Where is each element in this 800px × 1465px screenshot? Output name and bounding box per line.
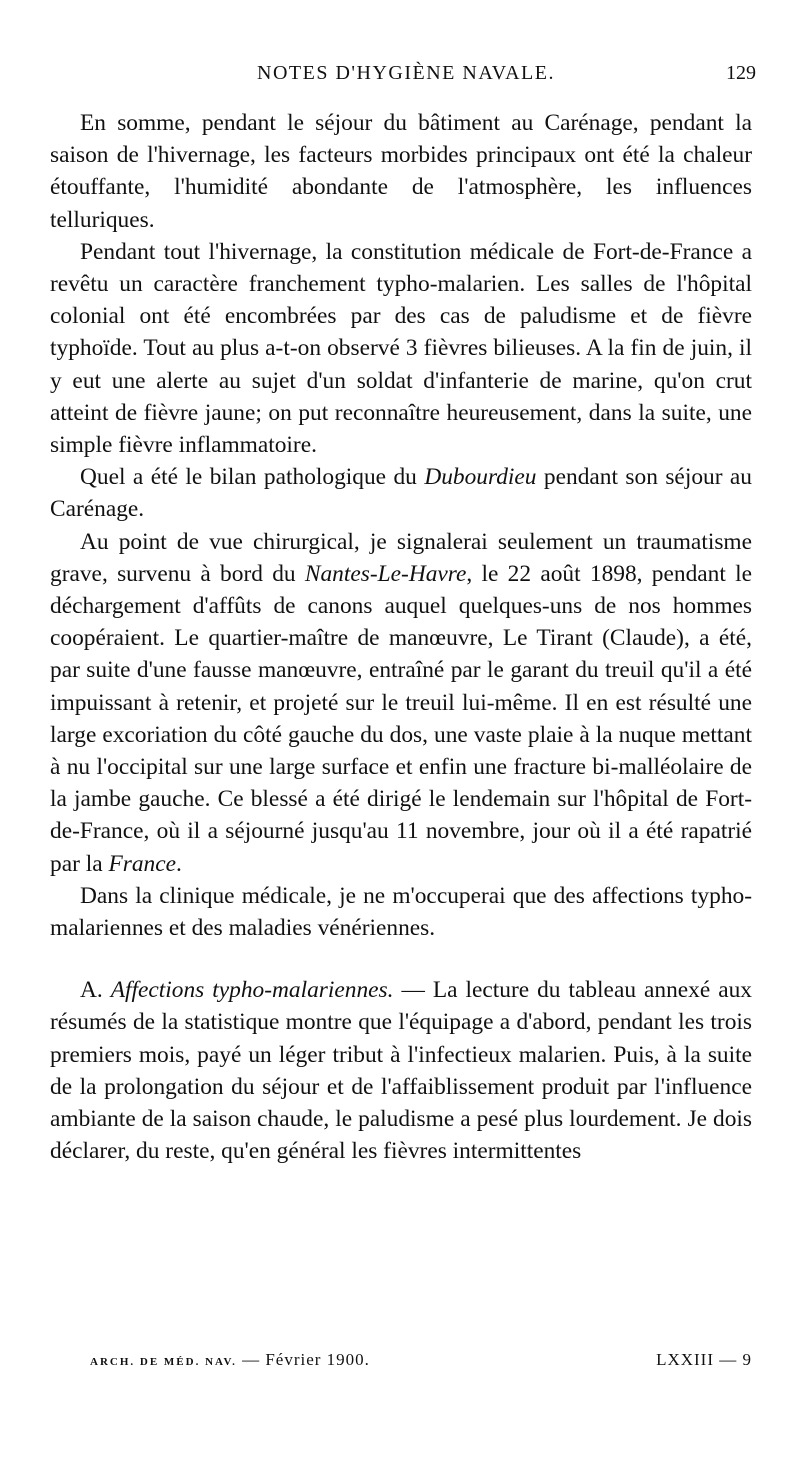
section-text: — La lecture du tableau annexé aux résumés de la statistique montre que l'équipage a d'abord, pendant les trois premiers mois, payé un léger tribut à l'infectieux malarien. Puis, à la suite de la prolongation du séjour et de l'affaiblissement produit par l'influence ambiante de la saison chaude, le paludisme a pesé plus lourdement. Je dois déclarer, du reste, qu'en général les fièvres intermittentes xyxy=(50,977,752,1165)
footer-signature xyxy=(656,1350,752,1370)
ship-name-france: France xyxy=(108,850,176,877)
ship-name-nantes-le-havre: Nantes-Le-Havre xyxy=(304,560,467,587)
journal-name: ARCH. DE MÉD. NAV. xyxy=(90,1356,237,1368)
paragraph-1: En somme, pendant le séjour du bâtiment au Carénage, pendant la saison de l'hivernage, les facteurs morbides principaux ont été la chaleur étouffante, l'humidité abondante de l'atmosphère, les influences telluriques. xyxy=(50,110,752,233)
paragraph-2: Pendant tout l'hivernage, la constitution médicale de Fort-de-France a revêtu un caractère franchement typho-malarien. Les salles de l'hôpital colonial ont été encombrées par des cas de paludisme et de fièvre typhoïde. Tout au plus a-t-on observé 3 fièvres bilieuses. A la fin de juin, il y eut une alerte au sujet d'un soldat d'infanterie de marine, qu'on crut atteint de fièvre jaune; on put reconnaître heureusement, dans la suite, une simple fièvre inflammatoire. xyxy=(50,238,752,459)
signature-mark: — 9 xyxy=(714,1350,752,1369)
paragraph-3-text-before: Quel a été le bilan pathologique du xyxy=(80,464,425,491)
paragraph-5: Dans la clinique médicale, je ne m'occuperai que des affections typho-malariennes et des maladies vénériennes. xyxy=(50,882,752,942)
section-label: A. xyxy=(80,977,111,1004)
paragraph-4-text-middle: , le 22 août 1898, pendant le déchargement d'affûts de canons auquel quelques-uns de nos hommes coopéraient. Le quartier-maître de manœuvre, Le Tirant (Claude), a été, par suite d'une fausse manœuvre, entraîné par le garant du treuil qu'il a été impuissant à retenir, et projeté sur le treuil lui-même. Il en est résulté une large excoriation du côté gauche du dos, une vaste plaie à la nuque mettant à nu l'occipital sur une large surface et enfin une fracture bi-malléolaire de la jambe gauche. Ce blessé a été dirigé le lendemain sur l'hôpital de Fort-de-France, où il a séjourné jusqu'au 11 novembre, jour où il a été rapatrié par la xyxy=(50,560,753,877)
footer-citation xyxy=(90,1350,370,1370)
section-heading: Affections typho-malariennes. xyxy=(110,977,394,1004)
ship-name-dubourdieu: Dubourdieu xyxy=(424,464,537,491)
paragraph-3 xyxy=(50,461,752,525)
volume-number: LXXIII xyxy=(656,1350,714,1369)
running-head xyxy=(56,62,756,92)
paragraph-4-text-after: . xyxy=(176,850,182,877)
issue-date: — Février 1900. xyxy=(236,1350,370,1369)
page-number: 129 xyxy=(726,62,756,84)
body-text xyxy=(50,107,752,1168)
paragraph-4 xyxy=(50,526,752,880)
paragraph-4-text-before: Au point de vue chirurgical, je signalerai seulement un traumatisme grave, survenu à bord du xyxy=(50,528,752,587)
page-footer xyxy=(90,1350,752,1378)
section-a-paragraph xyxy=(50,974,752,1167)
paragraph-3-text-after: pendant son séjour au Carénage. xyxy=(50,464,753,523)
running-title: NOTES D'HYGIÈNE NAVALE. xyxy=(257,62,555,84)
